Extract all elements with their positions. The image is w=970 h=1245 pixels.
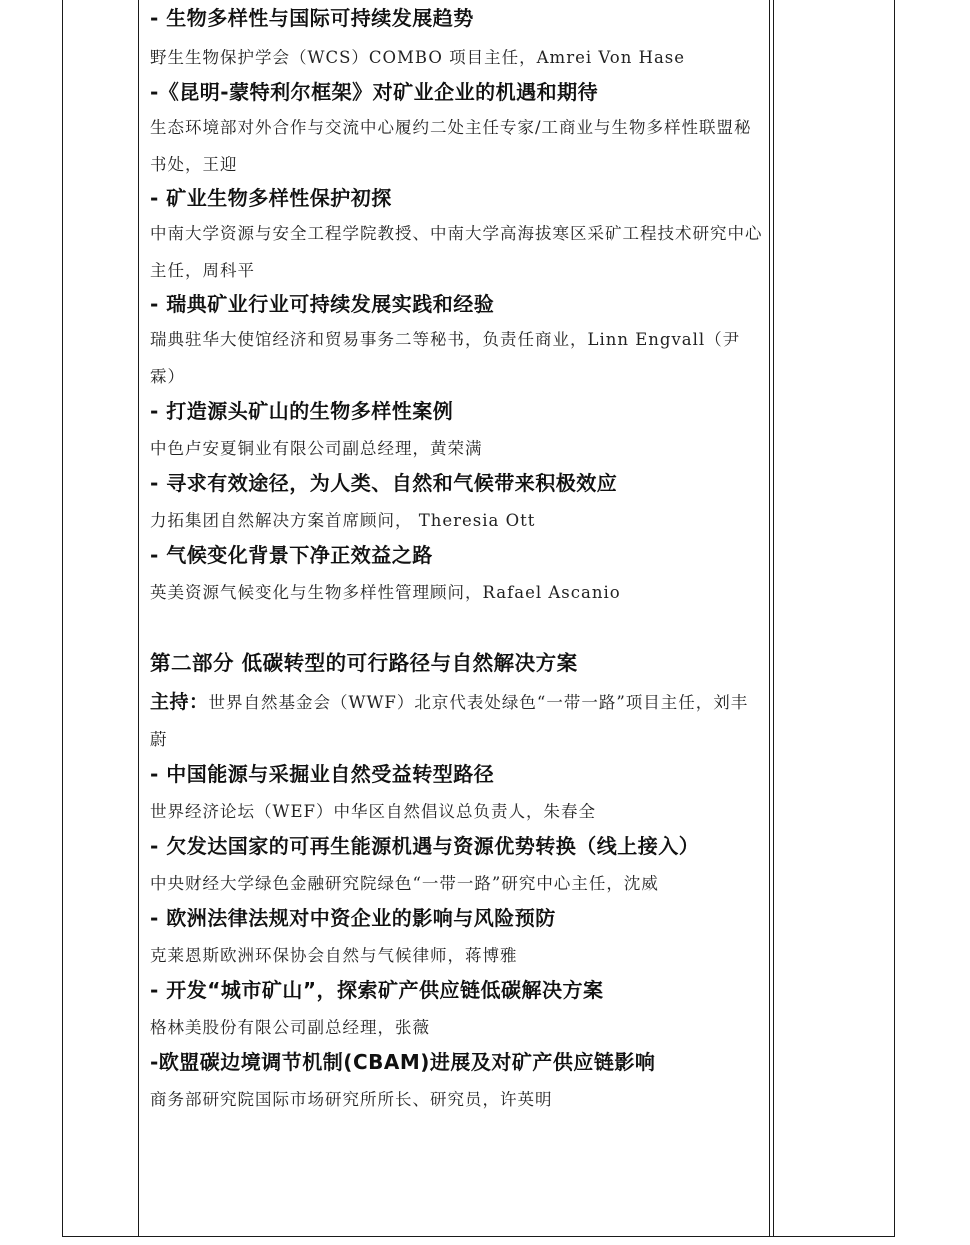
agenda-item-speaker: 世界经济论坛（WEF）中华区自然倡议总负责人，朱春全 (150, 802, 596, 821)
section-heading: 第二部分 低碳转型的可行路径与自然解决方案 (150, 651, 578, 675)
agenda-item-title: - 瑞典矿业行业可持续发展实践和经验 (150, 292, 495, 316)
table-border-right (894, 0, 895, 1237)
agenda-item (150, 1049, 765, 1118)
agenda-item (150, 833, 765, 902)
agenda-content (150, 0, 765, 1118)
agenda-item-speaker: 瑞典驻华大使馆经济和贸易事务二等秘书，负责任商业，Linn Engvall（尹霖） (150, 330, 741, 386)
table-border-inner-left (138, 0, 139, 1237)
agenda-item-speaker: 中色卢安夏铜业有限公司副总经理，黄荣满 (150, 439, 483, 458)
agenda-item-title: - 寻求有效途径，为人类、自然和气候带来积极效应 (150, 471, 618, 495)
agenda-item-speaker: 生态环境部对外合作与交流中心履约二处主任专家/工商业与生物多样性联盟秘书处，王迎 (150, 118, 752, 174)
agenda-item-speaker: 中央财经大学绿色金融研究院绿色“一带一路”研究中心主任，沈威 (150, 874, 659, 893)
agenda-item-speaker: 英美资源气候变化与生物多样性管理顾问，Rafael Ascanio (150, 583, 621, 602)
host-text: 世界自然基金会（WWF）北京代表处绿色“一带一路”项目主任，刘丰蔚 (150, 693, 749, 749)
host-label: 主持： (150, 691, 209, 713)
agenda-item (150, 398, 765, 467)
agenda-item-title: - 开发“城市矿山”，探索矿产供应链低碳解决方案 (150, 978, 604, 1002)
table-border-left (62, 0, 63, 1237)
agenda-item-title: - 欧洲法律法规对中资企业的影响与风险预防 (150, 906, 556, 930)
agenda-item (150, 185, 765, 289)
agenda-item-speaker: 力拓集团自然解决方案首席顾问， Theresia Ott (150, 511, 536, 530)
agenda-item-title: - 中国能源与采掘业自然受益转型路径 (150, 762, 495, 786)
agenda-item-title: -欧盟碳边境调节机制(CBAM)进展及对矿产供应链影响 (150, 1050, 656, 1074)
agenda-item-title: - 欠发达国家的可再生能源机遇与资源优势转换（线上接入） (150, 834, 700, 858)
agenda-item-title: -《昆明-蒙特利尔框架》对矿业企业的机遇和期待 (150, 80, 599, 104)
agenda-item (150, 542, 765, 611)
agenda-item-speaker: 野生生物保护学会（WCS）COMBO 项目主任，Amrei Von Hase (150, 48, 686, 67)
agenda-item-title: - 矿业生物多样性保护初探 (150, 186, 392, 210)
agenda-item (150, 470, 765, 539)
agenda-item-speaker: 格林美股份有限公司副总经理，张薇 (150, 1018, 430, 1037)
agenda-item (150, 291, 765, 395)
agenda-item (150, 905, 765, 974)
agenda-item-speaker: 中南大学资源与安全工程学院教授、中南大学高海拔寒区采矿工程技术研究中心主任，周科平 (150, 224, 763, 280)
agenda-item-title: - 气候变化背景下净正效益之路 (150, 543, 433, 567)
agenda-item-speaker: 商务部研究院国际市场研究所所长、研究员，许英明 (150, 1090, 553, 1109)
agenda-item-title: - 打造源头矿山的生物多样性案例 (150, 399, 454, 423)
table-border-inner-right (769, 0, 774, 1237)
agenda-item (150, 761, 765, 830)
agenda-item (150, 977, 765, 1046)
agenda-item (150, 79, 765, 183)
table-border-bottom (62, 1236, 895, 1237)
host-line (150, 684, 765, 758)
agenda-item-speaker: 克莱恩斯欧洲环保协会自然与气候律师，蒋博雅 (150, 946, 518, 965)
agenda-item-title: - 生物多样性与国际可持续发展趋势 (150, 6, 474, 30)
agenda-item (150, 5, 765, 76)
